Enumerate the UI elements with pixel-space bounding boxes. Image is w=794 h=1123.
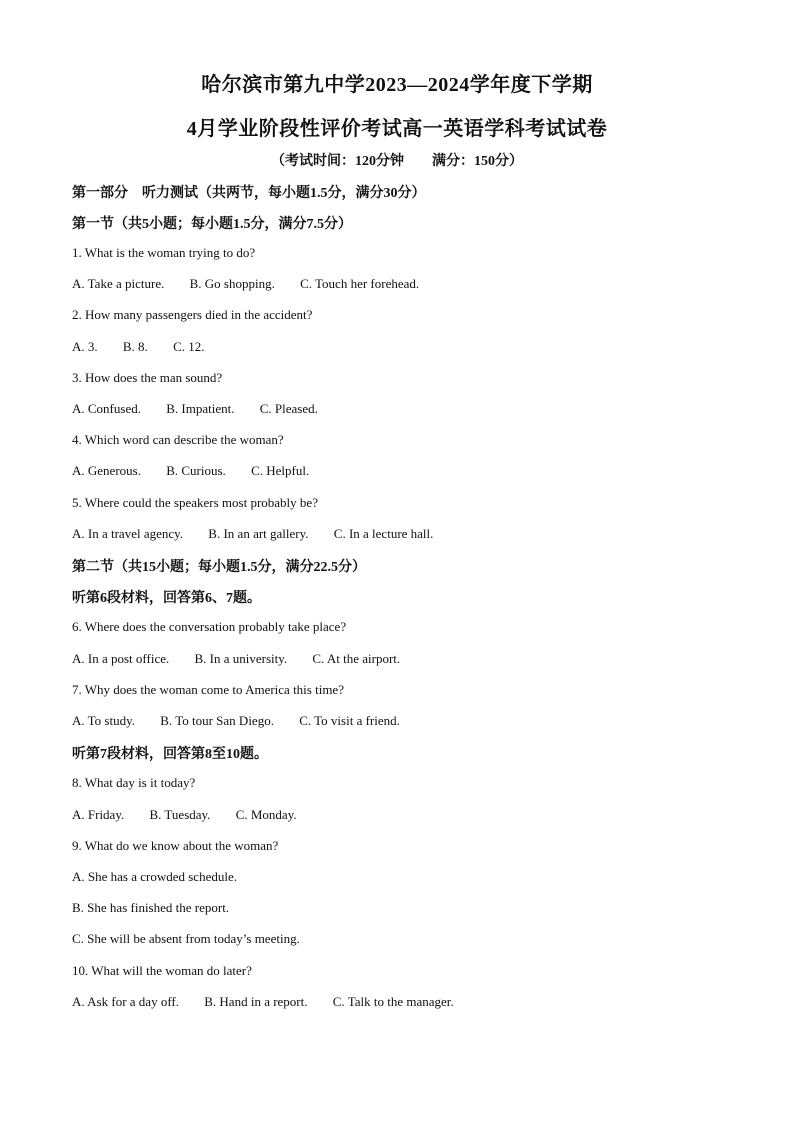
question-7: 7. Why does the woman come to America this time? (72, 682, 344, 697)
option-9a: A. She has a crowded schedule. (72, 869, 237, 884)
options-6 (72, 651, 400, 667)
option-1b: B. Go shopping. (189, 276, 275, 291)
option-5a: A. In a travel agency. (72, 526, 184, 541)
options-1 (72, 276, 419, 292)
option-8c: C. Monday. (235, 807, 297, 822)
option-2c: C. 12. (173, 339, 205, 354)
question-9: 9. What do we know about the woman? (72, 838, 279, 853)
section1-heading: 第一节（共5小题；每小题1.5分，满分7.5分） (72, 217, 352, 232)
options-8 (72, 807, 297, 823)
instruction-group7: 听第7段材料，回答第8至10题。 (72, 747, 268, 762)
part1-heading: 第一部分 听力测试（共两节，每小题1.5分，满分30分） (72, 186, 426, 201)
exam-info: （考试时间：120分钟 满分：150分） (271, 154, 523, 169)
option-8a: A. Friday. (72, 807, 125, 822)
option-6b: B. In a university. (194, 651, 288, 666)
section2-heading: 第二节（共15小题；每小题1.5分，满分22.5分） (72, 560, 366, 575)
exam-title-line1: 哈尔滨市第九中学2023—2024学年度下学期 (201, 74, 593, 96)
question-1: 1. What is the woman trying to do? (72, 245, 256, 260)
option-3a: A. Confused. (72, 401, 141, 416)
option-10c: C. Talk to the manager. (332, 994, 454, 1009)
option-6a: A. In a post office. (72, 651, 170, 666)
option-10a: A. Ask for a day off. (72, 994, 179, 1009)
option-3b: B. Impatient. (166, 401, 235, 416)
options-10 (72, 994, 454, 1010)
options-3 (72, 401, 318, 417)
option-4a: A. Generous. (72, 463, 141, 478)
options-4 (72, 463, 309, 479)
option-9c: C. She will be absent from today’s meeting. (72, 931, 300, 946)
option-5c: C. In a lecture hall. (333, 526, 434, 541)
question-2: 2. How many passengers died in the accident? (72, 307, 313, 322)
option-5b: B. In an art gallery. (208, 526, 309, 541)
instruction-group6: 听第6段材料，回答第6、7题。 (72, 591, 261, 606)
option-10b: B. Hand in a report. (204, 994, 308, 1009)
question-10: 10. What will the woman do later? (72, 963, 252, 978)
question-3: 3. How does the man sound? (72, 370, 223, 385)
option-7b: B. To tour San Diego. (160, 713, 274, 728)
option-2a: A. 3. (72, 339, 98, 354)
option-3c: C. Pleased. (259, 401, 318, 416)
option-6c: C. At the airport. (312, 651, 401, 666)
option-4c: C. Helpful. (251, 463, 310, 478)
option-7c: C. To visit a friend. (299, 713, 400, 728)
option-1c: C. Touch her forehead. (300, 276, 420, 291)
options-5 (72, 526, 433, 542)
option-4b: B. Curious. (166, 463, 226, 478)
option-8b: B. Tuesday. (149, 807, 211, 822)
question-5: 5. Where could the speakers most probably be? (72, 495, 318, 510)
question-8: 8. What day is it today? (72, 775, 196, 790)
question-6: 6. Where does the conversation probably take place? (72, 619, 347, 634)
option-7a: A. To study. (72, 713, 136, 728)
exam-title-line2: 4月学业阶段性评价考试高一英语学科考试试卷 (186, 118, 608, 140)
question-4: 4. Which word can describe the woman? (72, 432, 284, 447)
option-1a: A. Take a picture. (72, 276, 165, 291)
options-7 (72, 713, 400, 729)
options-2 (72, 339, 204, 355)
option-9b: B. She has finished the report. (72, 900, 230, 915)
option-2b: B. 8. (122, 339, 148, 354)
